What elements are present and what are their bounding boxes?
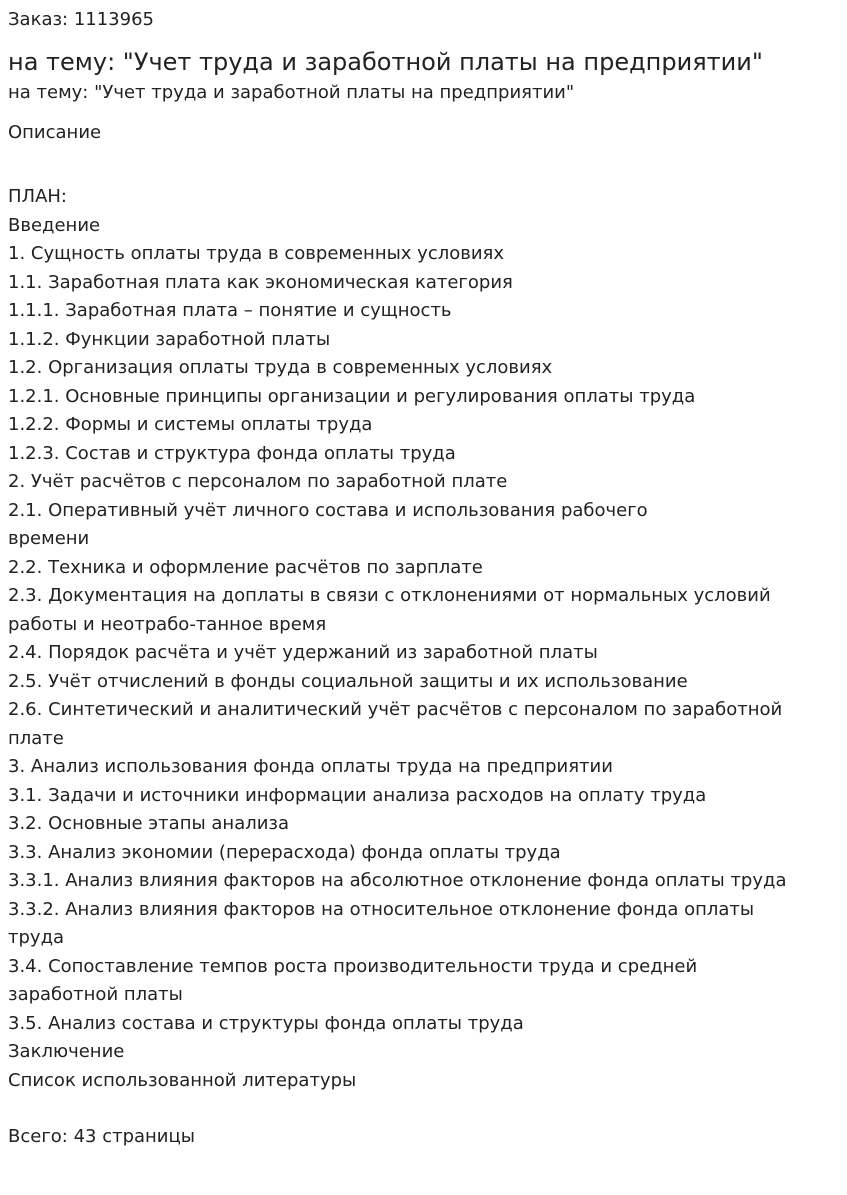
plan-line: 2.5. Учёт отчислений в фонды социальной защиты и их использование — [8, 670, 688, 692]
plan-line: 1.1.1. Заработная плата – понятие и сущность — [8, 300, 452, 321]
plan-line: 1. Сущность оплаты труда в современных условиях — [8, 243, 505, 264]
plan-line: 1.2.3. Состав и структура фонда оплаты труда — [8, 442, 456, 464]
plan-line: 3.2. Основные этапы анализа — [8, 813, 290, 834]
plan-line: труда — [8, 927, 65, 948]
plan-line: 2.1. Оперативный учёт личного состава и использования рабочего — [8, 499, 648, 521]
description-label: Описание — [8, 122, 102, 143]
plan-line: 3.5. Анализ состава и структуры фонда оплаты труда — [8, 1012, 524, 1034]
plan-line: Список использованной литературы — [8, 1069, 357, 1091]
plan-line: 1.1. Заработная плата как экономическая категория — [8, 271, 513, 293]
plan-line: 1.2.2. Формы и системы оплаты труда — [8, 414, 373, 435]
plan-line: заработной платы — [8, 984, 183, 1005]
total-pages: Всего: 43 страницы — [8, 1126, 195, 1147]
plan-line: 3.4. Сопоставление темпов роста производительности труда и средней — [8, 955, 698, 977]
plan-line: 2.6. Синтетический и аналитический учёт расчётов с персоналом по заработной — [8, 699, 783, 720]
plan-line: 2.3. Документация на доплаты в связи с отклонениями от нормальных условий — [8, 585, 771, 606]
plan-line: 3.3.2. Анализ влияния факторов на относительное отклонение фонда оплаты — [8, 898, 755, 920]
plan-line: времени — [8, 528, 90, 549]
plan-line: 3.1. Задачи и источники информации анализа расходов на оплату труда — [8, 784, 707, 806]
plan-line: 3.3. Анализ экономии (перерасхода) фонда оплаты труда — [8, 841, 561, 863]
plan-line: 2.2. Техника и оформление расчётов по зарплате — [8, 556, 483, 578]
plan-line: 2.4. Порядок расчёта и учёт удержаний из заработной платы — [8, 642, 598, 663]
plan-line: работы и неотрабо-танное время — [8, 613, 327, 635]
plan-line: плате — [8, 727, 64, 749]
plan-line: Заключение — [8, 1041, 125, 1062]
plan-line: 1.1.2. Функции заработной платы — [8, 328, 331, 350]
plan-line: 3.3.1. Анализ влияния факторов на абсолютное отклонение фонда оплаты труда — [8, 870, 787, 891]
plan-line: 1.2. Организация оплаты труда в современных условиях — [8, 357, 553, 378]
plan-list — [8, 183, 839, 1095]
plan-line: 2. Учёт расчётов с персоналом по заработной плате — [8, 471, 508, 492]
plan-line: Введение — [8, 214, 101, 236]
plan-line: 3. Анализ использования фонда оплаты труда на предприятии — [8, 756, 613, 777]
plan-line: ПЛАН: — [8, 186, 67, 207]
plan-line: 1.2.1. Основные принципы организации и регулирования оплаты труда — [8, 385, 696, 407]
page-title: на тему: "Учет труда и заработной платы на предприятии" — [8, 48, 763, 76]
order-number: Заказ: 1113965 — [8, 9, 154, 30]
page-subtitle: на тему: "Учет труда и заработной платы на предприятии" — [8, 82, 575, 103]
